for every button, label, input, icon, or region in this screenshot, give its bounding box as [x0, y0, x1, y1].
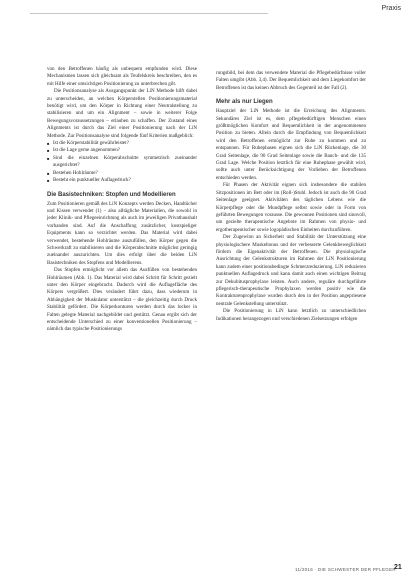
paragraph: von den Betroffenen häufig als unbequem empfunden wird. Diese Mechanismen lassen sich gleichsam als Teufelskreis beschreiben, den es mit Hilfe einer umsichtigen Positionierung zu unterbrechen gilt. [47, 66, 197, 87]
paragraph: rungsbild, bei dem das verwendete Material die Pflegebedürfnisse voller Falten umgibt (Abb. 3,4). Der Bequemlichkeit und dem Liegekomfort der Betroffenen ist das keinen Abbruch des Gegenteil ist der Fall (2). [216, 70, 366, 91]
page-number: 21 [394, 564, 402, 571]
paragraph: Der Zugewinn an Sicherheit und Stabilität der Unterstützung eine physiologischere Muskeltonus und der verbesserte Gelenkbeweglichkeit fördern die Eigenaktivität der Betroffenen. Die physiologische Ausrichtung der Gelenkstrukturen im Rahmen der LiN Positionierung kann zudem einer positionsbedingte Schmerzreduzierung. LiN reduzieren punktuellen Auflagedruck und kann damit auch einen wichtigen Beitrag zur Dekubitusprophylaxe leisten. Auch andere, reguläre durchgeführte pflegerisch-therapeutische Prophylaxen werden positiv wie die Kontrakturenprophylaxe wurden durch den in der Position angepriesene neutrale Gelenkstellung unterstützt. [216, 234, 366, 307]
list-item: ■ Besteht ein punktueller Auflagedruck? [47, 177, 197, 184]
section-label: Praxis [381, 5, 401, 12]
list-item: ■ Sind die einzelnen Körperabschnitte symmetrisch zueinander ausgerichtet? [47, 155, 197, 170]
left-column [47, 66, 197, 334]
header-rule [30, 13, 268, 14]
list-item: ■ Ist die Körperstabilität gewährleistet? [47, 140, 197, 147]
paragraph: Die Positionsanalyse als Ausgangspunkt der LiN Methode hilft dabei zu unterscheiden, an welchen Körperstellen Positionierungsmaterial benötigt wird, um den Körper in Richtung einer Neutralstellung zu stabilisieren und um ein Alignment – sowie in weiterer Folge Bewegungsvoraussetzungen – erlauben zu schaffen. Der Zustand eines Alignments ist durch das Ziel einer Positionierung nach der LiN Methode. Zur Positionsanalyse sind folgende fünf Kriterien maßgeblich: [47, 88, 197, 139]
right-column [216, 70, 366, 323]
section-heading: Mehr als nur Liegen [216, 99, 273, 106]
paragraph: Das Stopfen ermöglicht vor allem das Ausfüllen von bestehenden Hohlräumen (Abb. 1). Das Material wird dabei Schritt für Schritt gezielt unter den Körper eingebracht. Dadurch wird die Auflagefläche des Körpers vergrößert. Dies verändert führt dazu, dass wiederum in Abhängigkeit der Muskulatur unterstützt – die gleichzeitig durch Druck Stabilität gefördert. Die Körperkonturen werden durch das locker in Falten gelegte Material nachgebildet und gestützt. Genau ergibt sich der entscheidende Unterschied zu einer konventionellen Positionierung – nämlich das typische Positionierungs [47, 267, 197, 333]
criteria-list [47, 140, 197, 184]
paragraph: Die Positionierung in LiN kann letztlich zu unterschiedlichen Indikationen herangezogen und verschiedenen Zielsetzungen erfolgen [216, 308, 366, 322]
paragraph: Für Phasen der Aktivität eignen sich insbesondere die stabilen Sitzpositionen im Bett oder im (Roll-)Stuhl. Jedoch ist auch die 90 Grad Seitenlage geeignet. Aktivitäten des täglichen Lebens wie die Körperpflege oder die Mundpflege selbst sowie oder in Form von geführten Bewegungen vorausse. Die gewonnen Positionen sind sinnvoll, um gezielte therapeutische Angebote im Rahmen von physio- und ergotherapeutischer sowie logopädischen Einheiten durchzuführen. [216, 182, 366, 233]
paragraph: Hauptziel der LiN Methode ist die Erreichung des Alignments. Sekundäres Ziel ist es, dem pflegebedürftigen Menschen einen größtmöglichen Komfort und Bequemlichkeit in der angenommenen Position zu bieten. Allein durch die Empfindung von Bequemlichkeit wird den Betroffenen ermöglicht zur Ruhe zu kommen und zu entspannen. Für Ruhephasen eignen sich die LiN Rückenlage, die 30 Grad Seitenlage, die 90 Grad Seitenlage sowie die Bauch- und die 135 Grad Lage. Welche Position letztlich für eine Ruhephase gewählt wird, sollte auch unter Berücksichtigung der Vorlieben der Betroffenen entschieden werden. [216, 108, 366, 181]
list-item: ■ Ist die Lage gerne angenommen? [47, 147, 197, 154]
section-heading: Die Basistechniken: Stopfen und Modellieren [47, 191, 176, 198]
paragraph: Zum Positionieren gemäß des LiN Konzepts werden Decken, Handtücher und Kissen verwendet (1) – also alltägliche Materialien, die sowohl in jeder Klinik- und Pflegeeinrichtung als auch im jeweiligen Privathaushalt vorhanden sind. Auf die Anschaffung zusätzlicher, kostspieliger Equipments kann so verzichtet werden. Das Material wird dabei verwendet, bestehende Hohlräume auszufüllen, den Körper gegen die Schwerkraft zu stabilisieren und die Körperabschnitte möglichst geringig zueinander auszurichten. Um dies erfolgt über die beiden LiN Basistechniken des Stopfens und Modellierens. [47, 200, 197, 266]
journal-footer: 11/2016 · DIE SCHWESTER DER PFLEGER [295, 567, 396, 572]
list-item: ■ Bestehen Hohlräume? [47, 170, 197, 177]
